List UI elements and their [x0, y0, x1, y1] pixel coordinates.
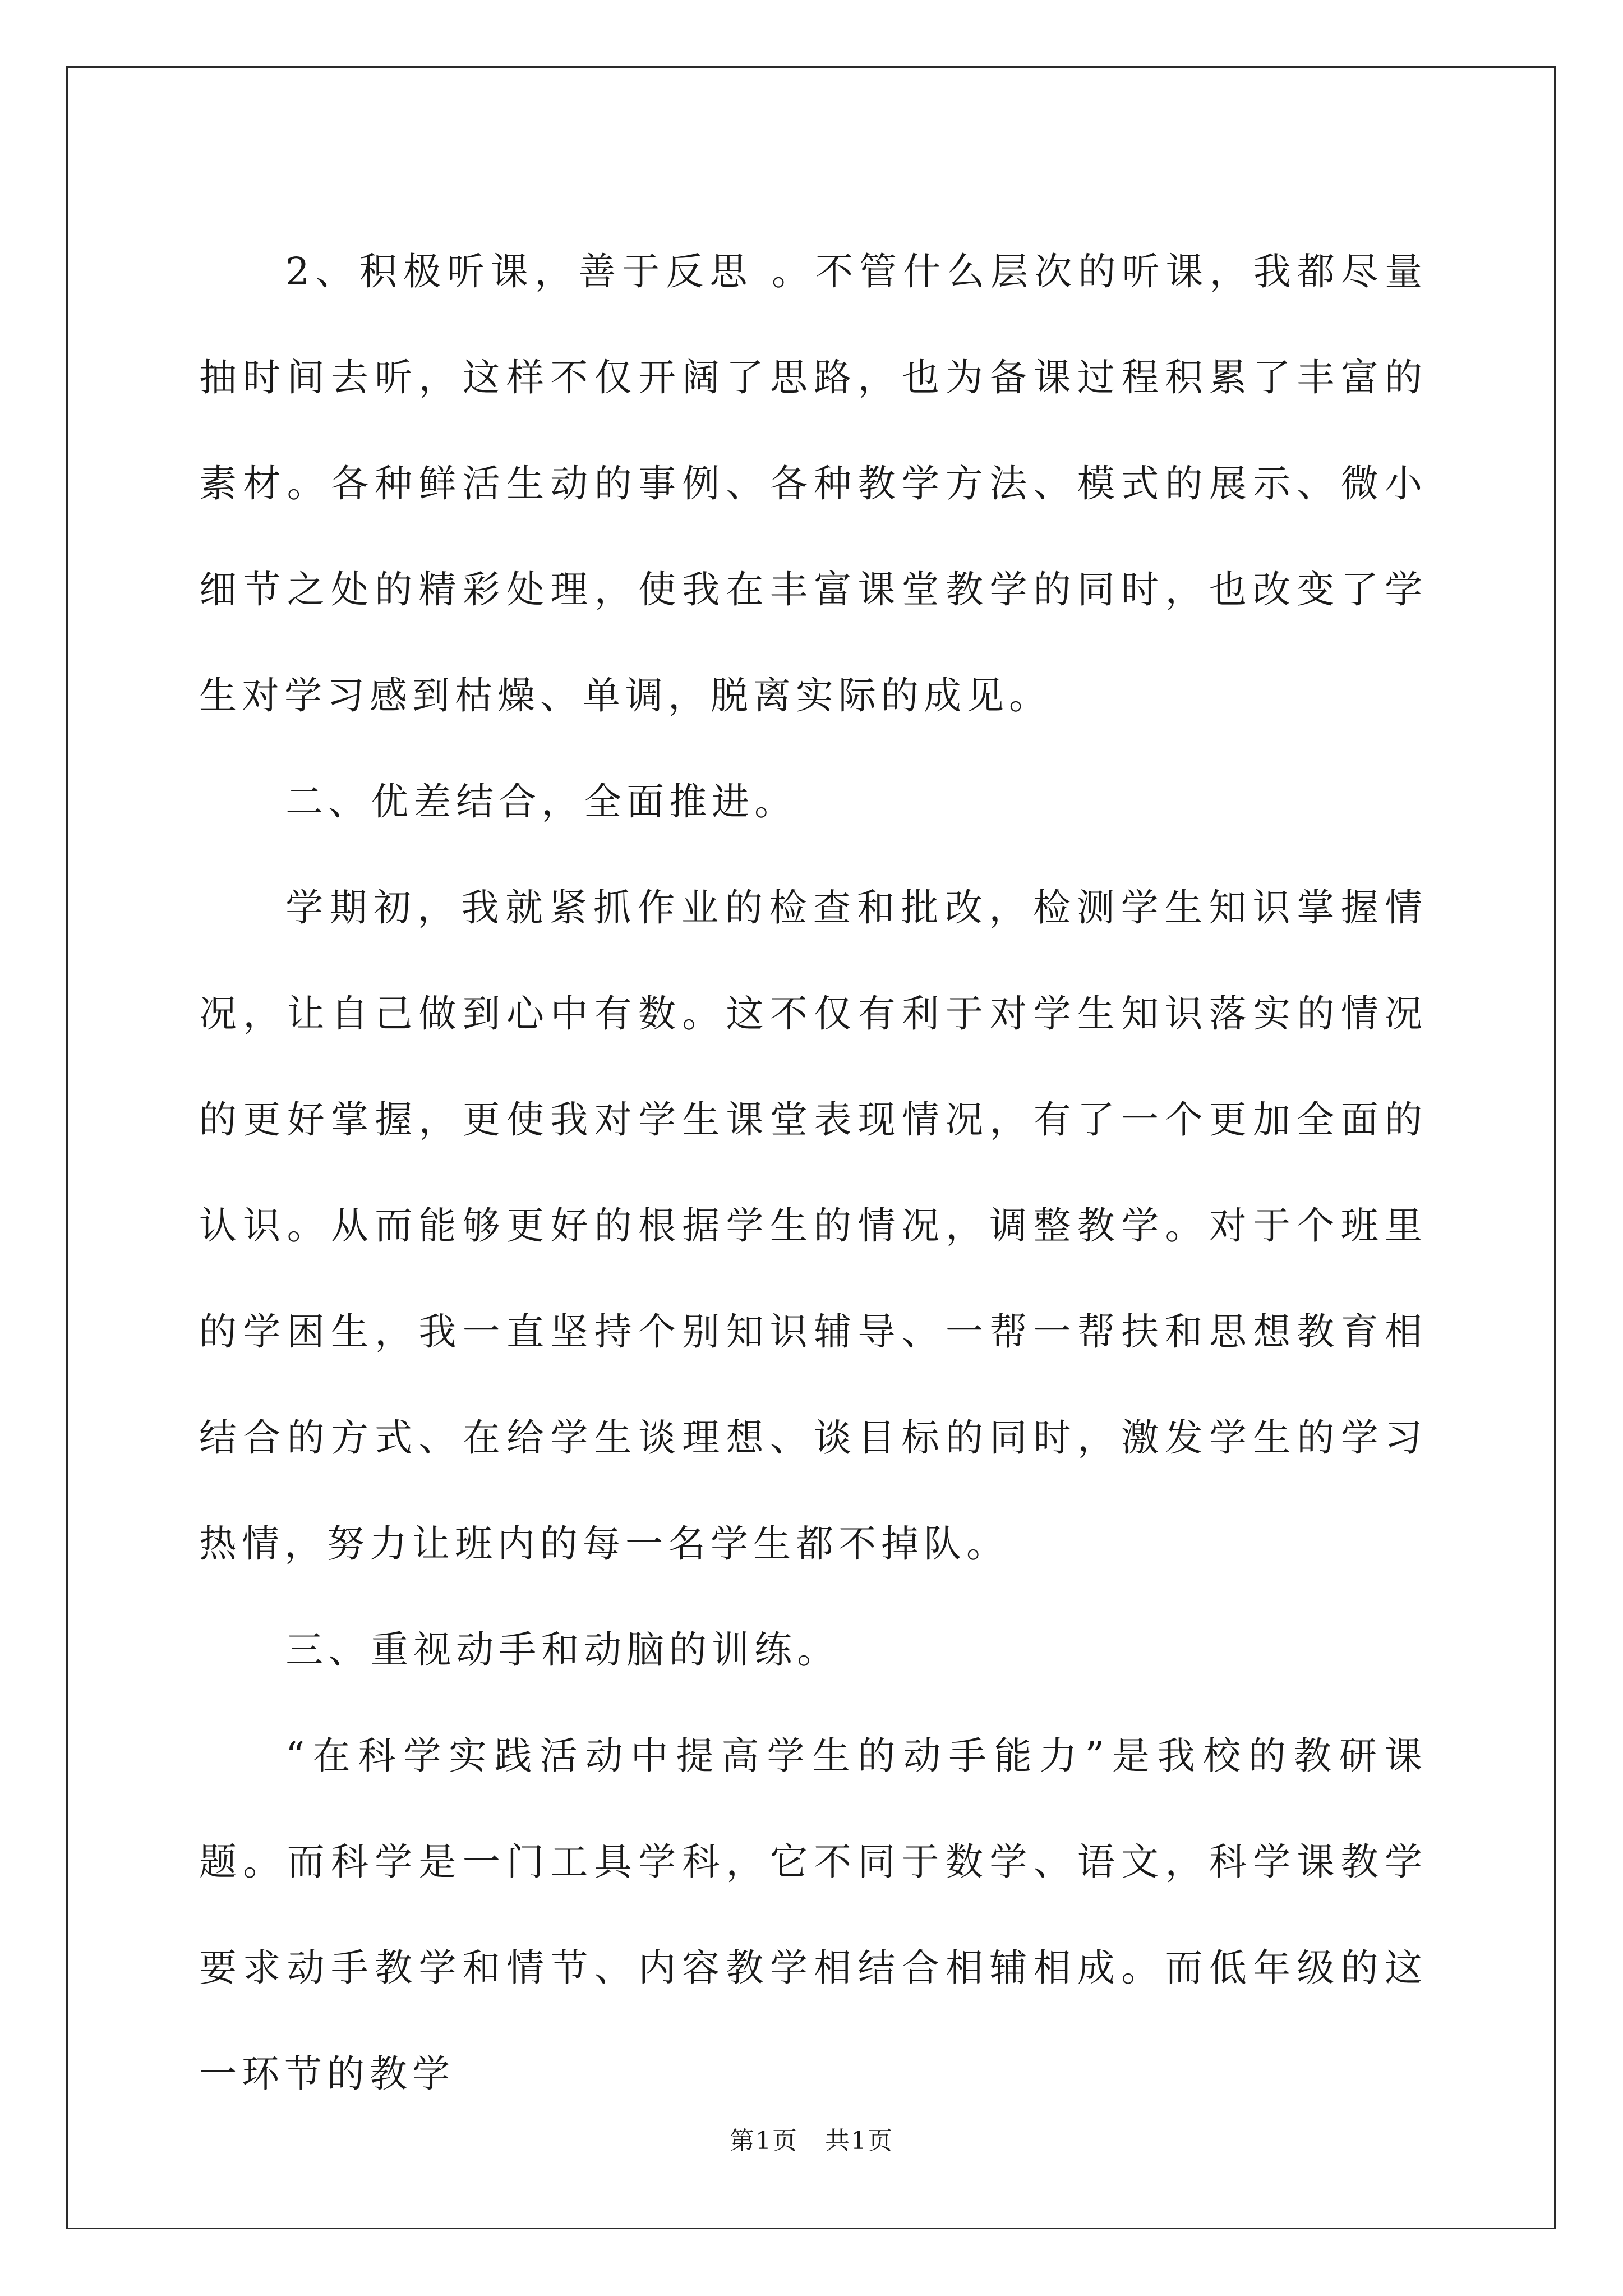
current-page-label: 第1页 — [730, 2127, 798, 2155]
paragraph-science: “在科学实践活动中提高学生的动手能力”是我校的教研课题。而科学是一门工具学科，它不同于数学、语文，科学课教学要求动手教学和情节、内容教学相结合相辅相成。而低年级的这一环节的教学 — [199, 1734, 1427, 2096]
paragraph-reflection: 2、积极听课，善于反思 。不管什么层次的听课，我都尽量抽时间去听，这样不仅开阔了思路，也为备课过程积累了丰富的素材。各种鲜活生动的事例、各种教学方法、模式的展示、微小细节之处的精彩处理，使我在丰富课堂教学的同时，也改变了学生对学习感到枯燥、单调，脱离实际的成见。 — [199, 250, 1427, 717]
document-body — [199, 219, 1427, 2127]
page-footer — [0, 2120, 1623, 2156]
total-pages-label: 共1页 — [825, 2127, 893, 2155]
section-heading-2: 二、优差结合，全面推进。 — [285, 780, 797, 823]
paragraph-homework: 学期初，我就紧抓作业的检查和批改，检测学生知识掌握情况，让自己做到心中有数。这不仅有利于对学生知识落实的情况的更好掌握，更使我对学生课堂表现情况，有了一个更加全面的认识。从而能够更好的根据学生的情况，调整教学。对于个班里的学困生，我一直坚持个别知识辅导、一帮一帮扶和思想教育相结合的方式、在给学生谈理想、谈目标的同时，激发学生的学习热情，努力让班内的每一名学生都不掉队。 — [199, 886, 1427, 1566]
section-heading-3: 三、重视动手和动脑的训练。 — [285, 1628, 840, 1672]
